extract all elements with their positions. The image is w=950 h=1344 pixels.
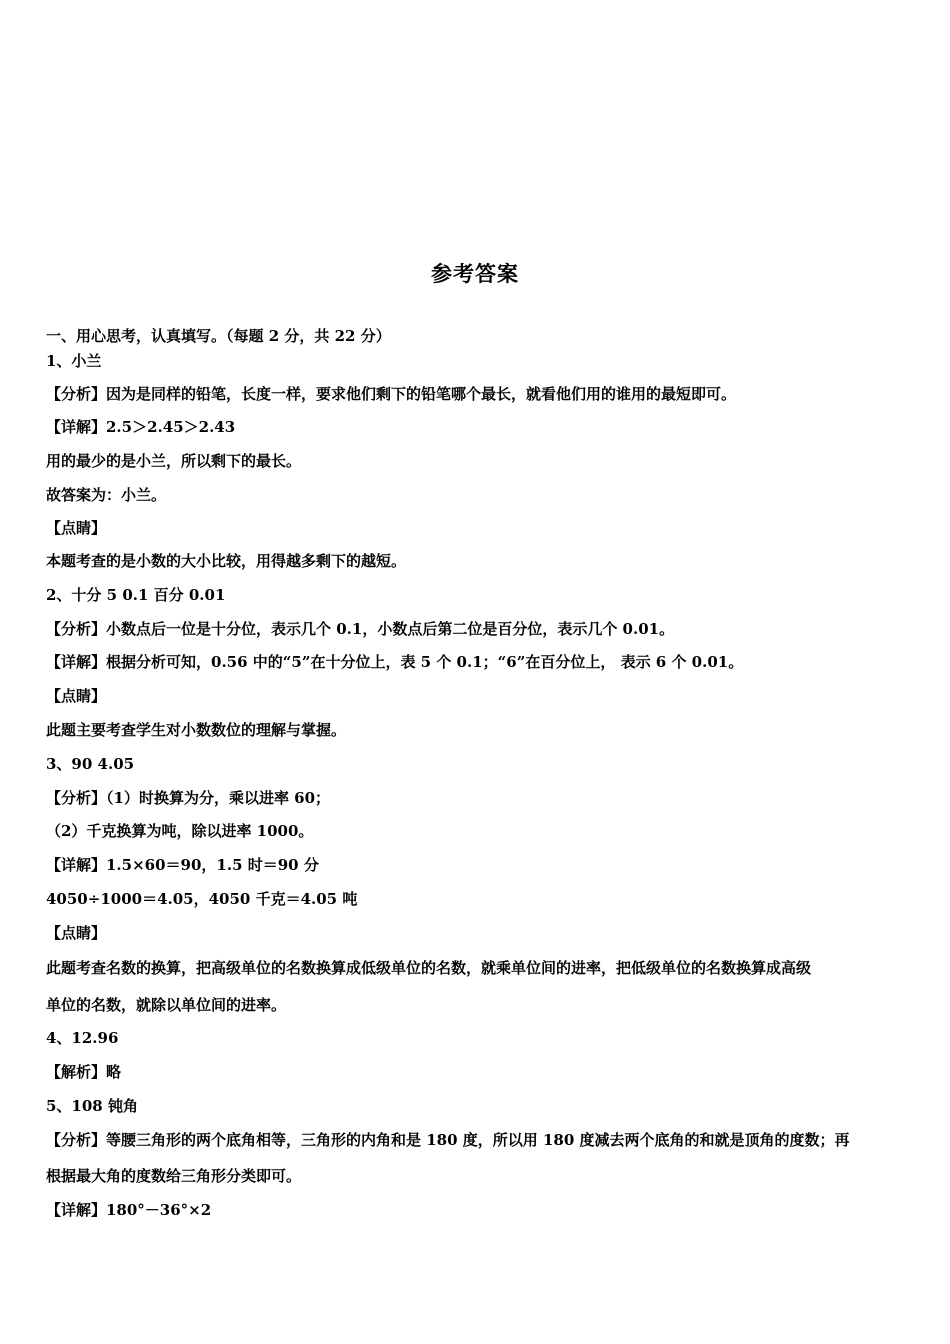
answer-1-conclusion: 故答案为：小兰。: [46, 486, 167, 504]
answer-3-comment-line: 单位的名数，就除以单位间的进率。: [46, 996, 287, 1014]
answer-4-title: 4、12.96: [46, 1029, 119, 1047]
answer-3-analysis-line: （2）千克换算为吨，除以进率 1000。: [46, 822, 314, 840]
answer-4-analysis: 【解析】略: [46, 1063, 122, 1081]
answer-2-comment-label: 【点睛】: [46, 687, 107, 705]
answer-2-detail: 【详解】根据分析可知，0.56 中的“5”在十分位上，表 5 个 0.1；“6”在百分位上， 表示 6 个 0.01。: [46, 653, 744, 671]
answer-1-analysis: 【分析】因为是同样的铅笔，长度一样，要求他们剩下的铅笔哪个最长，就看他们用的谁用的最短即可。: [46, 385, 737, 403]
answer-3-comment: 此题考查名数的换算，把高级单位的名数换算成低级单位的名数，就乘单位间的进率，把低级单位的名数换算成高级: [46, 959, 812, 977]
answer-2-title: 2、十分 5 0.1 百分 0.01: [46, 586, 226, 604]
answer-3-detail-line: 4050÷1000＝4.05，4050 千克＝4.05 吨: [46, 890, 358, 908]
answer-5-title: 5、108 钝角: [46, 1097, 138, 1115]
answer-1-detail-line: 用的最少的是小兰，所以剩下的最长。: [46, 452, 302, 470]
answer-2-analysis: 【分析】小数点后一位是十分位，表示几个 0.1，小数点后第二位是百分位，表示几个 0.01。: [46, 620, 675, 638]
answer-1-detail: 【详解】2.5＞2.45＞2.43: [46, 418, 236, 436]
answer-1-comment: 本题考查的是小数的大小比较，用得越多剩下的越短。: [46, 552, 407, 570]
section-header: 一、用心思考，认真填写。（每题 2 分，共 22 分）: [46, 327, 391, 345]
answer-1-title: 1、小兰: [46, 352, 102, 370]
answer-3-comment-label: 【点睛】: [46, 924, 107, 942]
answer-3-detail: 【详解】1.5×60＝90，1.5 时＝90 分: [46, 856, 319, 874]
page-title: 参考答案: [431, 261, 519, 286]
answer-3-title: 3、90 4.05: [46, 755, 135, 773]
answer-5-analysis-line: 根据最大角的度数给三角形分类即可。: [46, 1167, 302, 1185]
answer-1-comment-label: 【点睛】: [46, 519, 107, 537]
answer-2-comment: 此题主要考查学生对小数数位的理解与掌握。: [46, 721, 347, 739]
answer-5-analysis: 【分析】等腰三角形的两个底角相等，三角形的内角和是 180 度，所以用 180 度减去两个底角的和就是顶角的度数；再: [46, 1131, 850, 1149]
answer-3-analysis: 【分析】（1）时换算为分，乘以进率 60；: [46, 789, 331, 807]
answer-5-detail: 【详解】180°－36°×2: [46, 1201, 212, 1219]
